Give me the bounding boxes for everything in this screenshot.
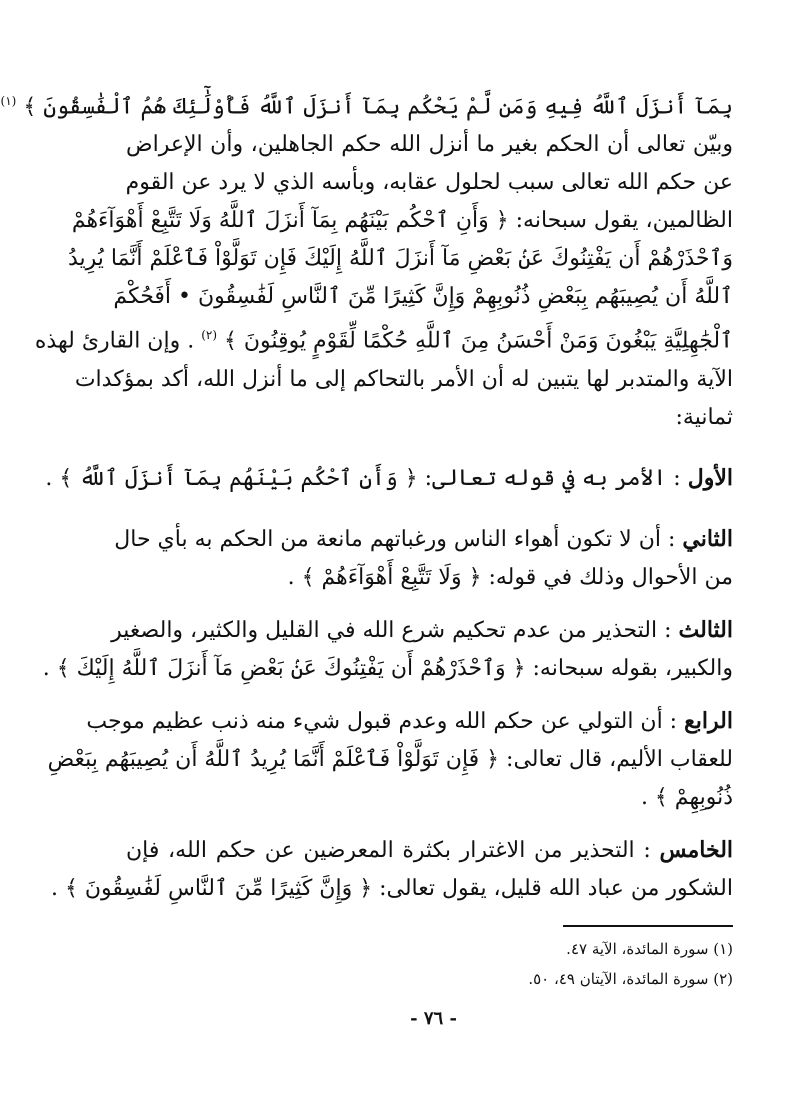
footnote-2: (٢) سورة المائدة، الآيتان ٤٩، ٥٠. <box>528 970 733 988</box>
point-third <box>111 611 733 650</box>
paragraph-line: ثمانية: <box>675 404 733 430</box>
point-label: الثاني <box>682 525 733 552</box>
point-fifth <box>126 831 733 870</box>
quran-verse-line <box>0 82 733 126</box>
page-body <box>0 82 734 908</box>
footnote-divider <box>563 925 733 927</box>
paragraph-text: . وإن القارئ لهذه <box>34 328 195 354</box>
point-fourth <box>86 702 733 741</box>
point-text-line: للعقاب الأليم، قال تعالى: ﴿ فَإِن تَوَلَّوْاْ فَٱعْلَمْ أَنَّمَا يُرِيدُ ٱللَّهُ أَن يُصِيبَهُم بِبَعْضِ <box>47 746 733 772</box>
point-first <box>45 459 733 498</box>
paragraph-line <box>34 316 733 360</box>
footnotes <box>528 934 733 994</box>
footnote-ref: (١) <box>0 94 17 108</box>
quran-verse-line: وَٱحْذَرْهُمْ أَن يَفْتِنُوكَ عَنۢ بَعْضِ مَآ أَنزَلَ ٱللَّهُ إِلَيْكَ فَإِن تَوَلَّوْاْ فَٱعْلَمْ أَنَّمَا يُرِيدُ <box>67 246 733 272</box>
quran-text: ٱلْجَٰهِلِيَّةِ يَبْغُونَ وَمَنْ أَحْسَنُ مِنَ ٱللَّهِ حُكْمًا لِّقَوْمٍ يُوقِنُونَ ﴾ <box>224 328 733 354</box>
point-text: أن التولي عن حكم الله وعدم قبول شيء منه ذنب عظيم موجب <box>86 708 663 734</box>
point-label: الرابع <box>684 707 733 734</box>
point-separator: : <box>662 708 678 734</box>
point-text: التحذير من عدم تحكيم شرع الله في القليل والكثير، والصغير <box>111 617 658 643</box>
point-separator: : <box>657 617 672 643</box>
point-text-line: ذُنُوبِهِمْ ﴾ . <box>640 784 733 810</box>
point-label: الثالث <box>678 616 733 643</box>
point-text-line: الشكور من عباد الله قليل، يقول تعالى: ﴿ وَإِنَّ كَثِيرًا مِّنَ ٱلنَّاسِ لَفَٰسِقُونَ ﴾ . <box>51 875 733 901</box>
point-text: الأمر به في قوله تعالى: ﴿ وَأَنِ ٱحْكُم بَيْنَهُم بِمَآ أَنزَلَ ٱللَّهُ ﴾ . <box>45 465 667 491</box>
point-separator: : <box>666 465 681 491</box>
paragraph-line: الآية والمتدبر لها يتبين له أن الأمر بالتحاكم إلى ما أنزل الله، أكد بمؤكدات <box>74 366 733 392</box>
point-text: التحذير من الاغترار بكثرة المعرضين عن حكم الله، فإن <box>126 837 635 863</box>
paragraph-line: وبيّن تعالى أن الحكم بغير ما أنزل الله حكم الجاهلين، وأن الإعراض <box>126 132 734 158</box>
point-separator: : <box>634 837 651 863</box>
point-label: الأول <box>687 464 733 491</box>
footnote-ref: (٢) <box>201 328 218 343</box>
quran-verse-line: ٱللَّهُ أَن يُصِيبَهُم بِبَعْضِ ذُنُوبِهِمْ وَإِنَّ كَثِيرًا مِّنَ ٱلنَّاسِ لَفَٰسِقُونَ • أَفَحُكْمَ <box>113 284 733 310</box>
point-text-line: من الأحوال وذلك في قوله: ﴿ وَلَا تَتَّبِعْ أَهْوَآءَهُمْ ﴾ . <box>287 564 733 590</box>
point-label: الخامس <box>659 836 734 863</box>
paragraph-line: عن حكم الله تعالى سبب لحلول عقابه، وبأسه الذي لا يرد عن القوم <box>125 170 733 196</box>
point-separator: : <box>660 526 676 552</box>
paragraph-line: الظالمين، يقول سبحانه: ﴿ وَأَنِ ٱحْكُم بَيْنَهُم بِمَآ أَنزَلَ ٱللَّهُ وَلَا تَتَّبِعْ أَهْوَآءَهُمْ <box>71 208 733 234</box>
page-number: - ٧٦ - <box>410 1008 457 1029</box>
quran-text: بِمَآ أَنزَلَ ٱللَّهُ فِيهِ وَمَن لَّمْ يَحْكُم بِمَآ أَنزَلَ ٱللَّهُ فَأُوْلَٰٓئِكَ هُمُ ٱلْفَٰسِقُونَ ﴾ <box>23 94 733 120</box>
footnote-1: (١) سورة المائدة، الآية ٤٧. <box>566 940 733 958</box>
point-second <box>114 520 733 559</box>
point-text: أن لا تكون أهواء الناس ورغباتهم مانعة من الحكم به بأي حال <box>114 526 661 552</box>
point-text-line: والكبير، بقوله سبحانه: ﴿ وَٱحْذَرْهُمْ أَن يَفْتِنُوكَ عَنۢ بَعْضِ مَآ أَنزَلَ ٱللَّهُ إِلَيْكَ ﴾ . <box>42 655 733 681</box>
